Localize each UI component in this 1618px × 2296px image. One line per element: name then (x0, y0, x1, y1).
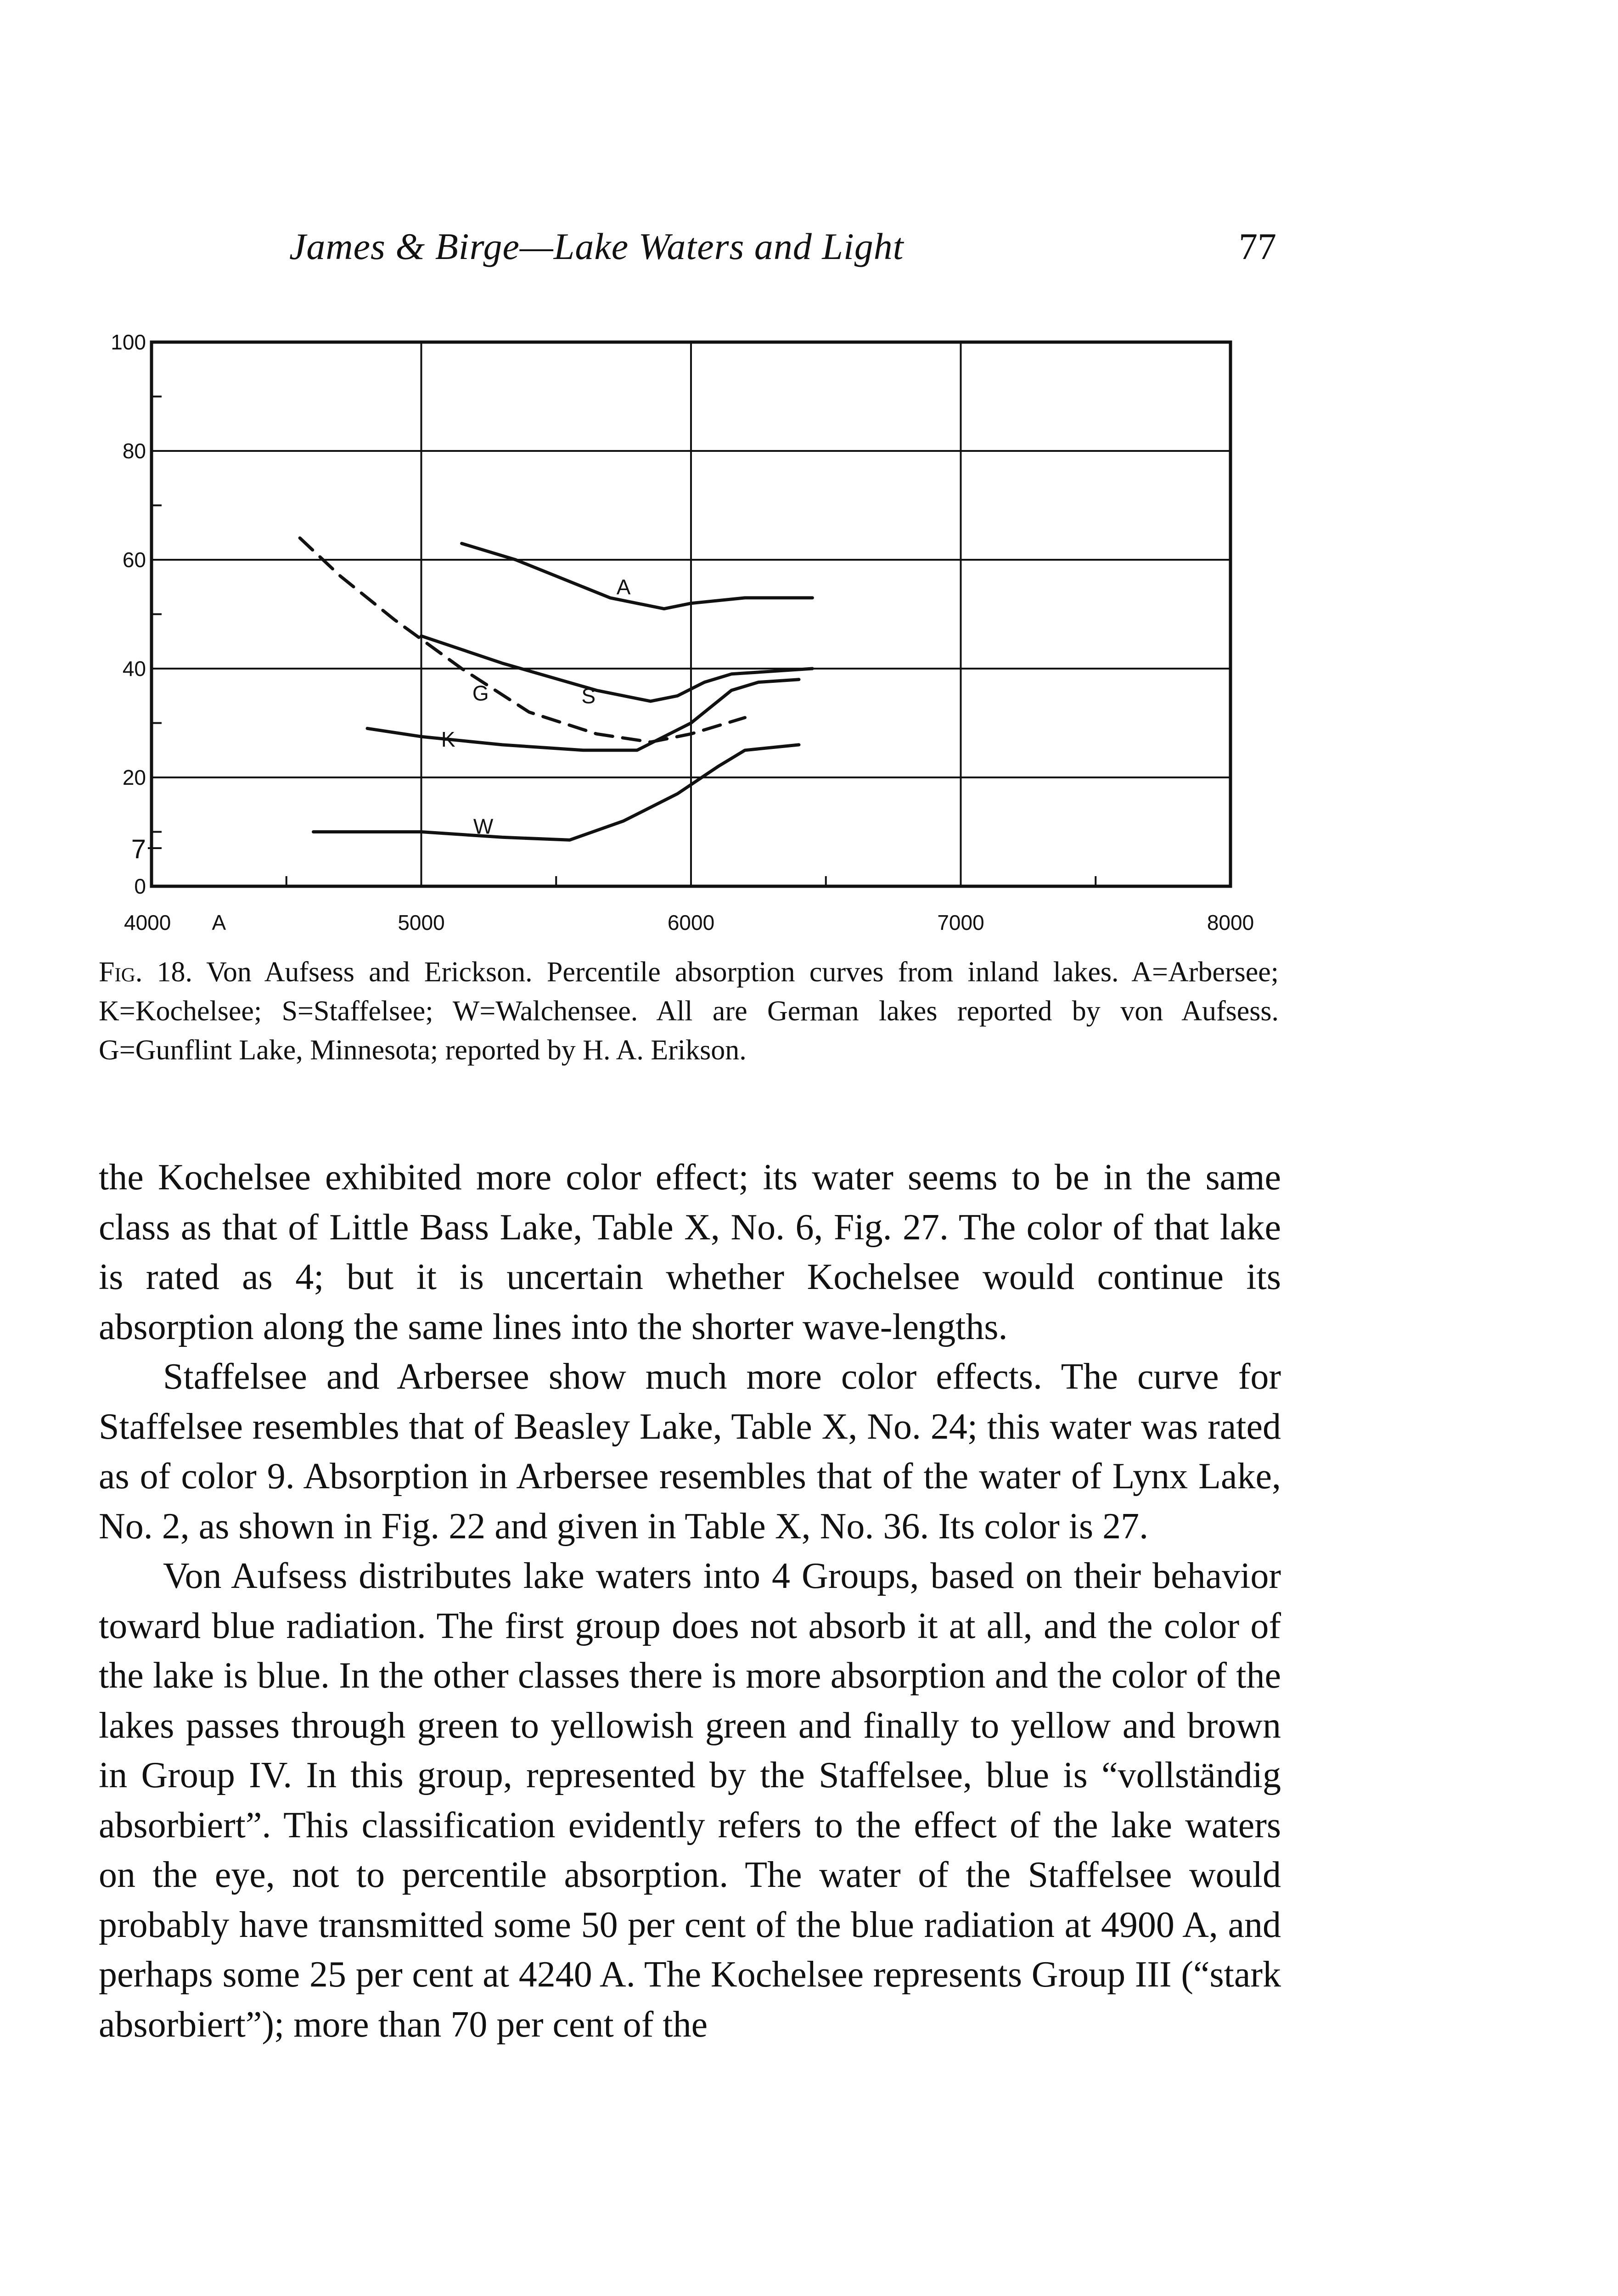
curve-w (314, 745, 799, 840)
y-tick-label: 0 (134, 874, 146, 898)
x-tick-label: 6000 (667, 911, 715, 934)
curve-a (462, 544, 813, 609)
chart-labels (111, 330, 1254, 934)
x-tick-label: 7000 (937, 911, 984, 934)
chart-curves (300, 538, 812, 840)
x-tick-label: 8000 (1207, 911, 1254, 934)
x-tick-label: 5000 (398, 911, 445, 934)
body-text (99, 1153, 1281, 2049)
y-tick-label: 60 (122, 548, 146, 572)
figure-label: Fig. 18. (99, 957, 193, 988)
y-marker-label: 7 (131, 834, 146, 865)
curve-label-g: G (472, 681, 489, 705)
paragraph: Staffelsee and Arbersee show much more color effects. The curve for Staffelsee resembles that of Beasley Lake, Table X, No. 24; this water was rated as of color 9. Absorption in Arbersee resembles that of the water of Lynx Lake, No. 2, as shown in Fig. 22 and given in Table X, No. 36. Its color is 27. (99, 1356, 1281, 1547)
paragraph: Von Aufsess distributes lake waters into 4 Groups, based on their behavior toward blue radiation. The first group does not absorb it at all, and the color of the lake is blue. In the other classes there is more absorption and the color of the lakes passes through green to yellowish green and finally to yellow and brown in Group IV. In this group, represented by the Staffelsee, blue is “vollständig absorbiert”. This classification evidently refers to the effect of the lake waters on the eye, not to percentile absorption. The water of the Staffelsee would probably have transmitted some 50 per cent of the blue radiation at 4900 A, and perhaps some 25 per cent at 4240 A. The Kochelsee represents Group III (“stark absorbiert”); more than 70 per cent of the (99, 1556, 1281, 2045)
y-tick-label: 20 (122, 765, 146, 789)
running-head: James & Birge—Lake Waters and Light (289, 225, 904, 267)
curve-label-k: K (441, 727, 455, 752)
curve-label-a: A (616, 575, 631, 599)
y-tick-label: 80 (122, 439, 146, 463)
x-unit-label: A (212, 911, 226, 934)
chart-grid (148, 342, 1230, 886)
x-tick-label: 4000 (124, 911, 171, 934)
curve-g (300, 538, 745, 742)
paragraph: the Kochelsee exhibited more color effect; its water seems to be in the same class as that of Little Bass Lake, Table X, No. 6, Fig. 27. The color of that lake is rated as 4; but it is uncertain whether Kochelsee would continue its absorption along the same lines into the shorter wave-lengths. (99, 1157, 1281, 1347)
curve-label-w: W (473, 814, 494, 838)
curve-label-s: S (581, 684, 596, 708)
y-tick-label: 100 (111, 330, 146, 354)
page-number: 77 (1239, 225, 1276, 267)
figure-caption (99, 953, 1279, 1070)
absorption-chart (0, 0, 1618, 955)
caption-text: Von Aufsess and Erickson. Percentile absorption curves from inland lakes. A=Arbersee; K=Kochelsee; S=Staffelsee; W=Walchensee. All are German lakes reported by von Aufsess. G=Gunflint Lake, Minnesota; reported by H. A. Erikson. (99, 957, 1279, 1066)
y-tick-label: 40 (122, 657, 146, 681)
